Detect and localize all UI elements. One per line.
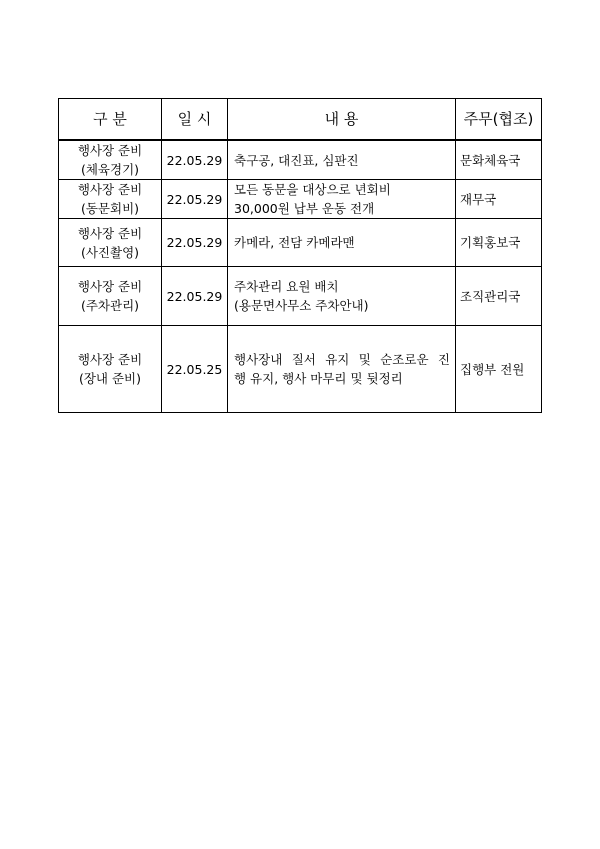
content-line: 축구공, 대진표, 심판진	[234, 152, 359, 168]
row-content	[228, 219, 456, 267]
category-subtitle: (체육경기)	[80, 162, 140, 177]
row-content	[228, 180, 456, 219]
content-line: 주차관리 요원 배치	[234, 279, 339, 294]
row-date: 22.05.29	[162, 140, 228, 180]
row-category	[59, 180, 162, 219]
category-title: 행사장 준비	[77, 143, 143, 158]
category-title: 행사장 준비	[77, 182, 143, 197]
row-org: 문화체육국	[456, 140, 542, 180]
category-subtitle: (동문회비)	[80, 201, 140, 216]
header-content: 내 용	[228, 99, 456, 141]
row-category	[59, 326, 162, 413]
content-line: (용문면사무소 주차안내)	[234, 298, 369, 313]
row-org: 기획홍보국	[456, 219, 542, 267]
row-date: 22.05.29	[162, 267, 228, 326]
table-row	[59, 326, 542, 413]
table-row	[59, 140, 542, 180]
header-date: 일 시	[162, 99, 228, 141]
table-row	[59, 180, 542, 219]
content-line: 모든 동문을 대상으로 년회비	[234, 182, 391, 197]
row-content	[228, 326, 456, 413]
table-header-row	[59, 99, 542, 141]
row-category	[59, 219, 162, 267]
table-row	[59, 219, 542, 267]
row-category	[59, 140, 162, 180]
header-org: 주무(협조)	[456, 99, 542, 141]
row-date: 22.05.29	[162, 180, 228, 219]
category-title: 행사장 준비	[77, 225, 143, 241]
content-line: 30,000원 납부 운동 전개	[234, 201, 375, 216]
category-title: 행사장 준비	[77, 352, 143, 367]
category-subtitle: (주차관리)	[80, 298, 140, 313]
row-org: 조직관리국	[456, 267, 542, 326]
row-date: 22.05.25	[162, 326, 228, 413]
table-row	[59, 267, 542, 326]
category-subtitle: (사진촬영)	[80, 244, 140, 260]
content-line: 행 유지, 행사 마무리 및 뒷정리	[234, 371, 403, 386]
header-category: 구 분	[59, 99, 162, 141]
row-date: 22.05.29	[162, 219, 228, 267]
schedule-table	[58, 98, 542, 413]
content-line: 카메라, 전담 카메라맨	[234, 235, 355, 250]
category-title: 행사장 준비	[77, 279, 143, 294]
row-org: 집행부 전원	[456, 326, 542, 413]
row-category	[59, 267, 162, 326]
row-org: 재무국	[456, 180, 542, 219]
content-line: 행사장내 질서 유지 및 순조로운 진	[234, 352, 450, 367]
category-subtitle: (장내 준비)	[78, 371, 142, 386]
row-content	[228, 140, 456, 180]
row-content	[228, 267, 456, 326]
